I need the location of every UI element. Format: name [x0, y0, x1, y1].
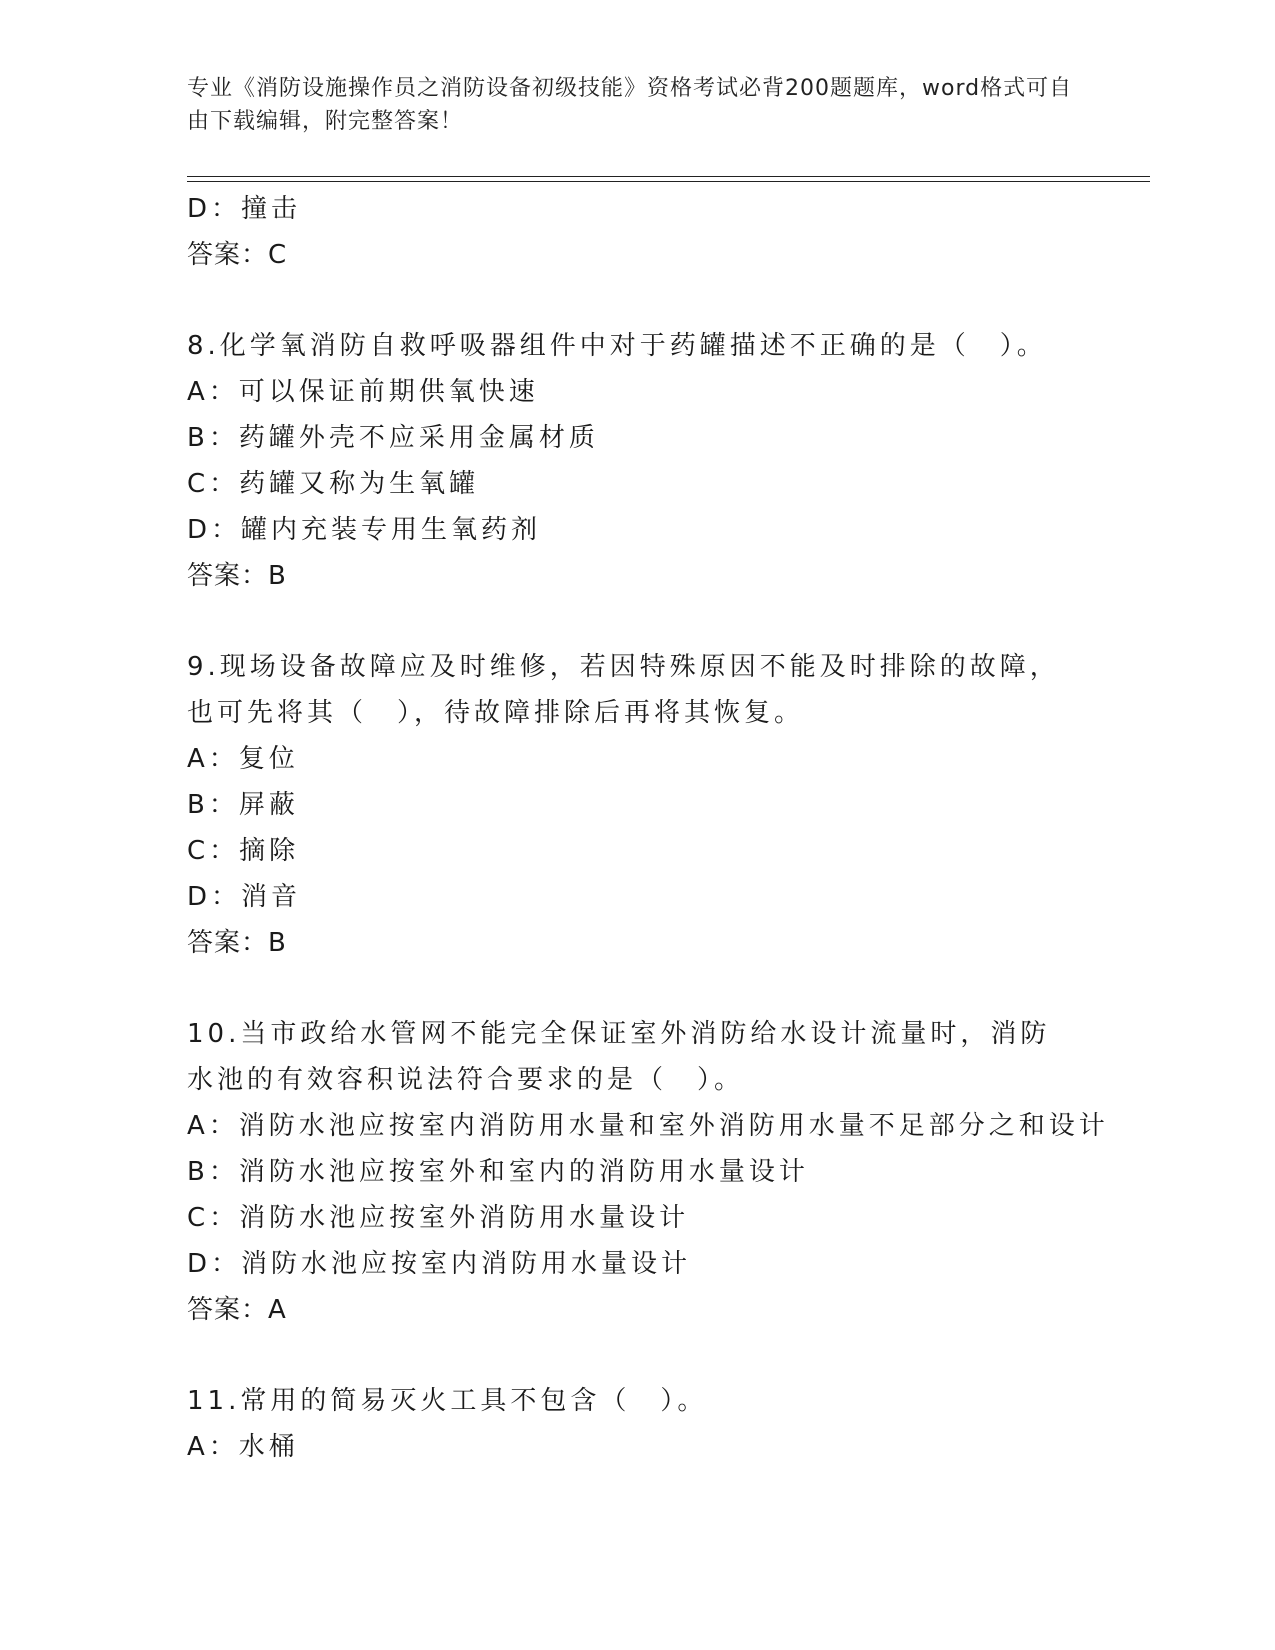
- question-10-option-b: B：消防水池应按室外和室内的消防用水量设计: [187, 1157, 809, 1187]
- spacer: [187, 599, 1087, 644]
- question-8-option-d: D：罐内充装专用生氧药剂: [187, 515, 542, 545]
- question-11-option-a: A：水桶: [187, 1432, 299, 1462]
- prev-answer: 答案：C: [187, 240, 288, 270]
- question-10-stem: 10.当市政给水管网不能完全保证室外消防给水设计流量时，消防水池的有效容积说法符合要求的是（ ）。: [187, 1019, 1051, 1095]
- question-8-option-a: A：可以保证前期供氧快速: [187, 377, 539, 407]
- question-9-option-a: A：复位: [187, 744, 299, 774]
- header-text: 专业《消防设施操作员之消防设备初级技能》资格考试必背200题题库，word格式可自由下载编辑，附完整答案！: [187, 76, 1073, 134]
- question-9-stem: 9.现场设备故障应及时维修，若因特殊原因不能及时排除的故障，也可先将其（ ），待故障排除后再将其恢复。: [187, 652, 1060, 728]
- question-9-option-b: B：屏蔽: [187, 790, 299, 820]
- spacer: [187, 1333, 1087, 1378]
- header-divider-top: [187, 176, 1150, 177]
- question-10-option-a: A：消防水池应按室内消防用水量和室外消防用水量不足部分之和设计: [187, 1111, 1109, 1141]
- spacer: [187, 966, 1087, 1011]
- spacer: [187, 278, 1087, 323]
- question-8-option-c: C：药罐又称为生氧罐: [187, 469, 480, 499]
- question-9-option-d: D：消音: [187, 882, 302, 912]
- question-9-answer: 答案：B: [187, 928, 287, 958]
- question-10-option-c: C：消防水池应按室外消防用水量设计: [187, 1203, 690, 1233]
- document-header: [187, 72, 1087, 138]
- question-8-answer: 答案：B: [187, 561, 287, 591]
- header-divider-bottom: [187, 181, 1150, 182]
- prev-option-d: D：撞击: [187, 194, 302, 224]
- question-11-stem: 11.常用的简易灭火工具不包含（ ）。: [187, 1386, 708, 1416]
- question-9-option-c: C：摘除: [187, 836, 300, 866]
- question-10-option-d: D：消防水池应按室内消防用水量设计: [187, 1249, 692, 1279]
- question-8-option-b: B：药罐外壳不应采用金属材质: [187, 423, 599, 453]
- question-list: [187, 186, 1109, 1470]
- question-10-answer: 答案：A: [187, 1295, 287, 1325]
- question-8-stem: 8.化学氧消防自救呼吸器组件中对于药罐描述不正确的是（ ）。: [187, 331, 1047, 361]
